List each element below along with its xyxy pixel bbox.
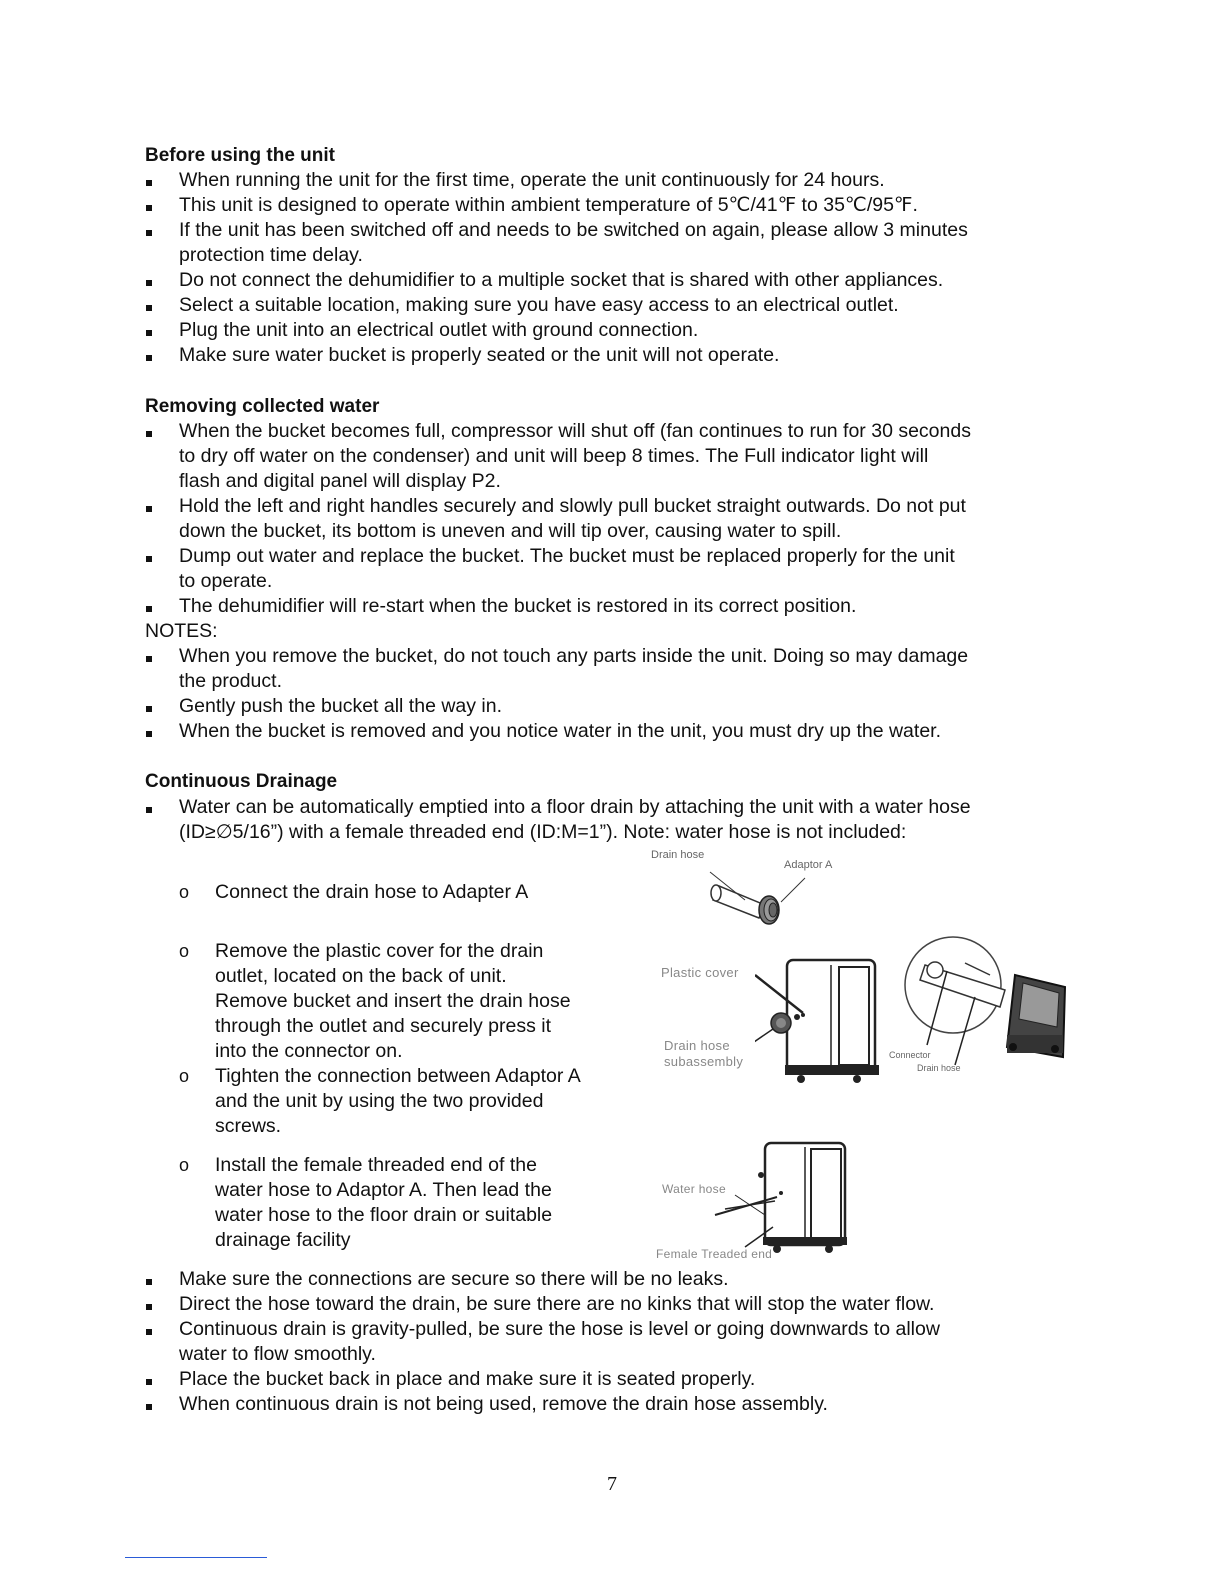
step-line: water hose to Adaptor A. Then lead the <box>215 1179 552 1201</box>
page-number: 7 <box>607 1473 617 1495</box>
step-line: Install the female threaded end of the <box>215 1154 537 1176</box>
section-heading-continuous: Continuous Drainage <box>145 771 338 792</box>
bullet <box>146 305 152 311</box>
step-line: screws. <box>215 1115 282 1137</box>
label-female-end: Female Treaded end <box>656 1247 773 1261</box>
notes-label: NOTES: <box>145 620 218 642</box>
step-line: and the unit by using the two provided <box>215 1090 544 1112</box>
section-heading-removing: Removing collected water <box>145 396 380 417</box>
hollow-bullet: o <box>179 1066 190 1086</box>
step-line: Connect the drain hose to Adapter A <box>215 881 529 903</box>
label-adaptor-a: Adaptor A <box>784 859 833 871</box>
text-line: Make sure water bucket is properly seated or the unit will not operate. <box>179 344 780 366</box>
text-line: Plug the unit into an electrical outlet with ground connection. <box>179 319 699 341</box>
bullet <box>146 1304 152 1310</box>
bullet <box>146 180 152 186</box>
bullet <box>146 556 152 562</box>
text-line: Do not connect the dehumidifier to a multiple socket that is shared with other appliances. <box>179 269 944 291</box>
bullet <box>146 1379 152 1385</box>
bullet <box>146 431 152 437</box>
label-drain-hose: Drain hose <box>651 849 705 861</box>
unit-back-illustration <box>755 955 885 1085</box>
text-line: flash and digital panel will display P2. <box>179 470 501 492</box>
bullet <box>146 807 152 813</box>
text-line: This unit is designed to operate within ambient temperature of 5℃/41℉ to 35℃/95℉. <box>179 194 918 216</box>
bullet <box>146 706 152 712</box>
label-connector: Connector <box>889 1050 931 1060</box>
text-line: Hold the left and right handles securely and slowly pull bucket straight outwards. Do not put <box>179 495 966 517</box>
text-line: Gently push the bucket all the way in. <box>179 695 503 717</box>
bullet <box>146 606 152 612</box>
step-line: Remove bucket and insert the drain hose <box>215 990 571 1012</box>
text-line: to operate. <box>179 570 273 592</box>
drain-hose-adaptor-illustration <box>705 860 825 940</box>
bullet <box>146 731 152 737</box>
bullet <box>146 330 152 336</box>
bullet <box>146 355 152 361</box>
text-line: When continuous drain is not being used, remove the drain hose assembly. <box>179 1393 828 1415</box>
text-line: (ID≥∅5/16”) with a female threaded end (ID:M=1”). Note: water hose is not included: <box>179 821 907 843</box>
text-line: water to flow smoothly. <box>179 1343 376 1365</box>
bullet <box>146 656 152 662</box>
step-line: water hose to the floor drain or suitable <box>215 1204 553 1226</box>
bullet <box>146 230 152 236</box>
label-drain-hose-2: Drain hose <box>917 1063 961 1073</box>
text-line: When you remove the bucket, do not touch any parts inside the unit. Doing so may damage <box>179 645 969 667</box>
label-subassembly: subassembly <box>664 1054 744 1069</box>
text-line: the product. <box>179 670 282 692</box>
text-line: Dump out water and replace the bucket. The bucket must be replaced properly for the unit <box>179 545 955 567</box>
step-line: through the outlet and securely press it <box>215 1015 552 1037</box>
text-line: Place the bucket back in place and make sure it is seated properly. <box>179 1368 756 1390</box>
text-line: to dry off water on the condenser) and unit will beep 8 times. The Full indicator light will <box>179 445 929 467</box>
label-water-hose: Water hose <box>662 1182 726 1196</box>
text-line: protection time delay. <box>179 244 363 266</box>
hollow-bullet: o <box>179 1155 190 1175</box>
text-line: Water can be automatically emptied into a floor drain by attaching the unit with a water hose <box>179 796 971 818</box>
text-line: Make sure the connections are secure so there will be no leaks. <box>179 1268 729 1290</box>
text-line: down the bucket, its bottom is uneven and will tip over, causing water to spill. <box>179 520 842 542</box>
text-line: The dehumidifier will re-start when the bucket is restored in its correct position. <box>179 595 857 617</box>
footer-rule <box>125 1557 267 1558</box>
bullet <box>146 1404 152 1410</box>
step-line: Tighten the connection between Adaptor A <box>215 1065 581 1087</box>
hollow-bullet: o <box>179 941 190 961</box>
text-line: If the unit has been switched off and needs to be switched on again, please allow 3 minutes <box>179 219 968 241</box>
step-line: into the connector on. <box>215 1040 403 1062</box>
label-plastic-cover: Plastic cover <box>661 965 739 980</box>
text-line: Continuous drain is gravity-pulled, be sure the hose is level or going downwards to allow <box>179 1318 940 1340</box>
bullet <box>146 280 152 286</box>
text-line: Select a suitable location, making sure you have easy access to an electrical outlet. <box>179 294 899 316</box>
step-line: drainage facility <box>215 1229 351 1251</box>
text-line: When the bucket is removed and you notice water in the unit, you must dry up the water. <box>179 720 941 742</box>
text-line: When running the unit for the first time, operate the unit continuously for 24 hours. <box>179 169 885 191</box>
section-heading-before: Before using the unit <box>145 145 335 166</box>
bullet <box>146 1279 152 1285</box>
step-line: outlet, located on the back of unit. <box>215 965 507 987</box>
text-line: Direct the hose toward the drain, be sure there are no kinks that will stop the water flow. <box>179 1293 935 1315</box>
step-line: Remove the plastic cover for the drain <box>215 940 544 962</box>
text-line: When the bucket becomes full, compressor will shut off (fan continues to run for 30 seconds <box>179 420 971 442</box>
water-hose-illustration <box>705 1135 855 1255</box>
bullet <box>146 205 152 211</box>
bullet <box>146 1329 152 1335</box>
label-drain-hose-sub: Drain hose <box>664 1038 730 1053</box>
bullet <box>146 506 152 512</box>
hollow-bullet: o <box>179 882 190 902</box>
